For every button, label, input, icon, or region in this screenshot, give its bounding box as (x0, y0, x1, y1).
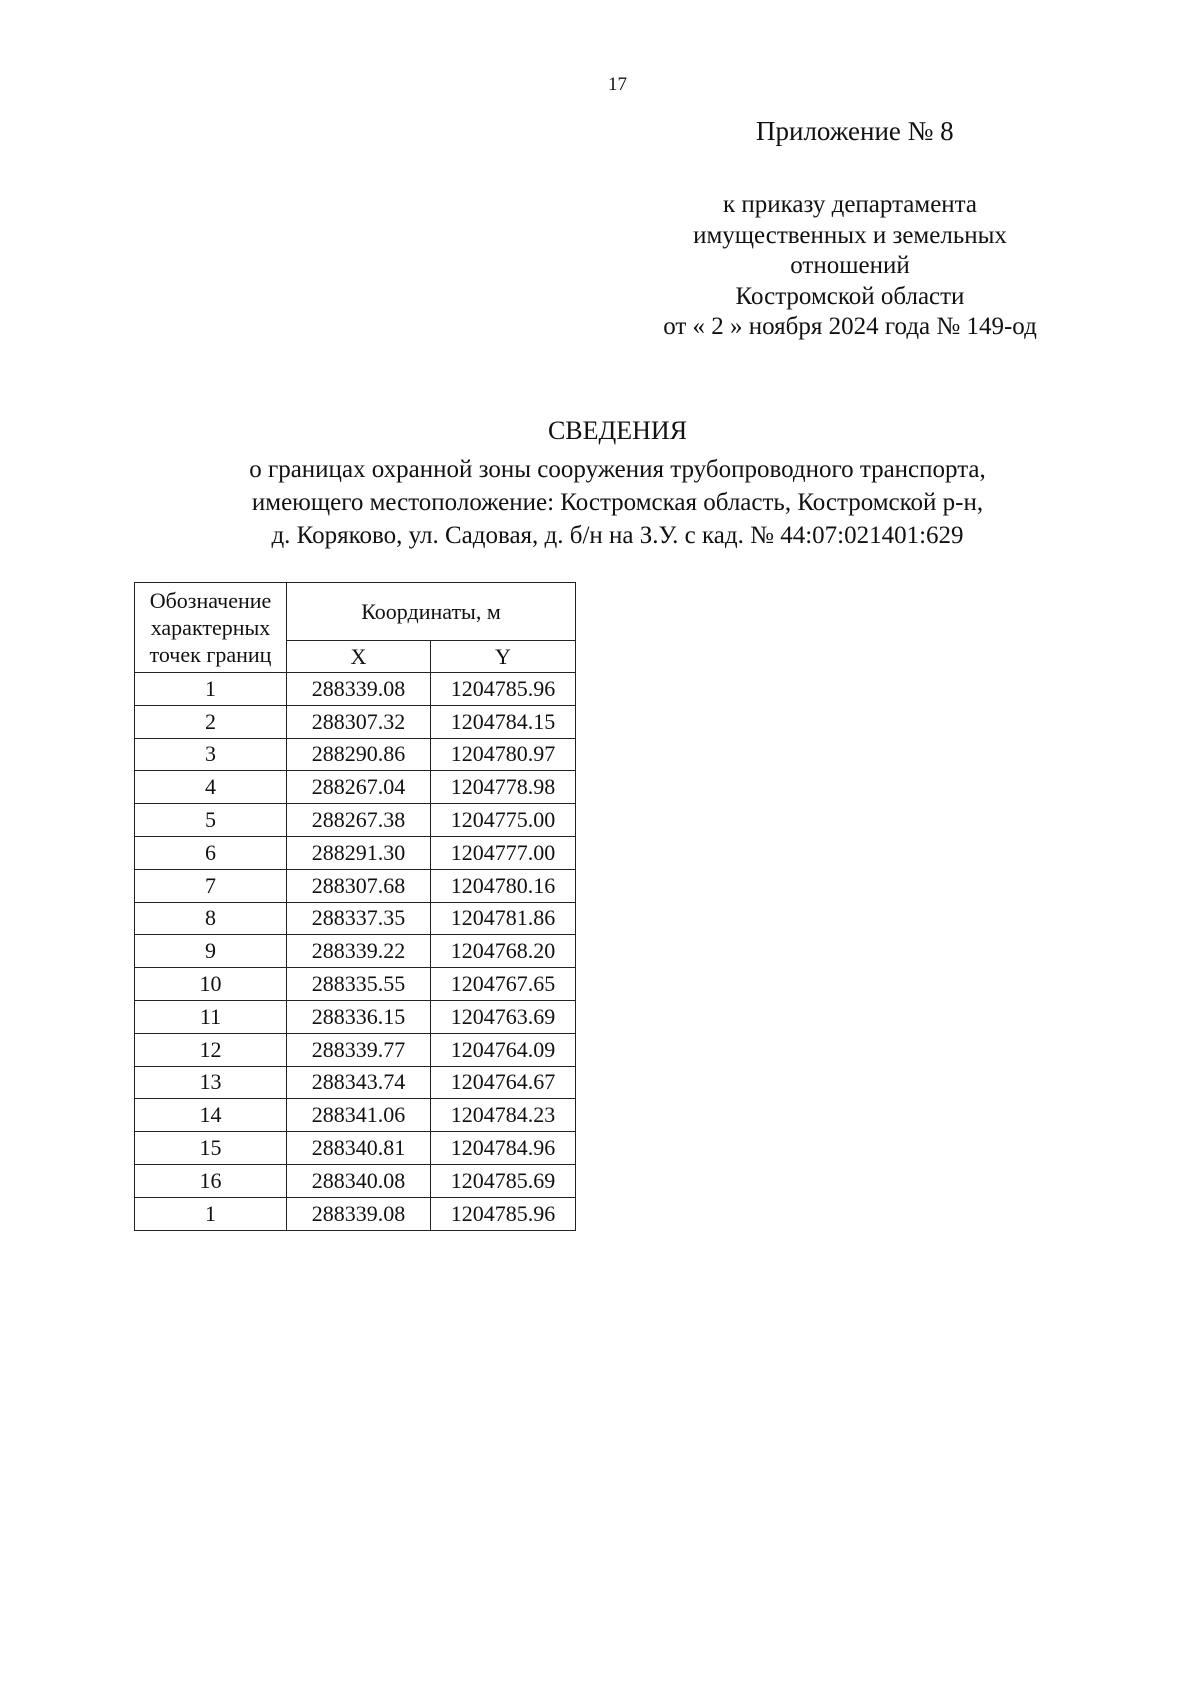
point-cell: 1 (135, 673, 287, 706)
x-cell: 288336.15 (287, 1000, 431, 1033)
order-reference (620, 190, 1080, 343)
y-cell: 1204784.96 (431, 1132, 576, 1165)
order-line: имущественных и земельных (693, 221, 1007, 249)
order-line: от « 2 » ноября 2024 года № 149-од (663, 313, 1037, 340)
x-cell: 288335.55 (287, 968, 431, 1001)
point-cell: 10 (135, 968, 287, 1001)
y-cell: 1204784.23 (431, 1099, 576, 1132)
x-cell: 288340.81 (287, 1132, 431, 1165)
table-row (135, 1197, 576, 1230)
coordinates-table (134, 582, 576, 1231)
point-cell: 9 (135, 935, 287, 968)
table-row (135, 1164, 576, 1197)
x-cell: 288267.38 (287, 804, 431, 837)
y-cell: 1204767.65 (431, 968, 576, 1001)
table-row (135, 1099, 576, 1132)
x-cell: 288267.04 (287, 771, 431, 804)
subheading-line: о границах охранной зоны сооружения трубопроводного транспорта, (249, 456, 986, 483)
table-row (135, 1000, 576, 1033)
order-line: отношений (790, 252, 910, 279)
document-heading: СВЕДЕНИЯ (547, 416, 688, 445)
header-y: Y (431, 641, 576, 673)
header-point-line: точек границ (149, 642, 272, 667)
subheading-line: д. Коряково, ул. Садовая, д. б/н на З.У. с кад. № 44:07:021401:629 (271, 522, 964, 549)
x-cell: 288339.08 (287, 673, 431, 706)
point-cell: 3 (135, 738, 287, 771)
table-row (135, 1066, 576, 1099)
table-row (135, 771, 576, 804)
order-line: к приказу департамента (722, 191, 978, 218)
x-cell: 288337.35 (287, 902, 431, 935)
document-subheading (0, 453, 1200, 552)
point-cell: 14 (135, 1099, 287, 1132)
x-cell: 288307.32 (287, 705, 431, 738)
point-cell: 16 (135, 1164, 287, 1197)
page-number: 17 (608, 74, 627, 95)
table-row (135, 935, 576, 968)
point-cell: 6 (135, 836, 287, 869)
table-row (135, 804, 576, 837)
point-cell: 2 (135, 705, 287, 738)
point-cell: 13 (135, 1066, 287, 1099)
y-cell: 1204777.00 (431, 836, 576, 869)
x-cell: 288339.77 (287, 1033, 431, 1066)
y-cell: 1204785.69 (431, 1164, 576, 1197)
point-cell: 15 (135, 1132, 287, 1165)
x-cell: 288339.22 (287, 935, 431, 968)
table-row (135, 968, 576, 1001)
table-row (135, 738, 576, 771)
header-point-line: Обозначение (149, 588, 272, 613)
y-cell: 1204768.20 (431, 935, 576, 968)
table-row (135, 1033, 576, 1066)
y-cell: 1204764.67 (431, 1066, 576, 1099)
table-row (135, 673, 576, 706)
table-row (135, 705, 576, 738)
y-cell: 1204775.00 (431, 804, 576, 837)
point-cell: 7 (135, 869, 287, 902)
x-cell: 288343.74 (287, 1066, 431, 1099)
coordinates-table-body (135, 673, 576, 1231)
y-cell: 1204781.86 (431, 902, 576, 935)
y-cell: 1204780.97 (431, 738, 576, 771)
header-point-designation (135, 583, 287, 673)
point-cell: 8 (135, 902, 287, 935)
subheading-line: имеющего местоположение: Костромская область, Костромской р-н, (251, 489, 984, 516)
y-cell: 1204784.15 (431, 705, 576, 738)
x-cell: 288307.68 (287, 869, 431, 902)
header-coordinates: Координаты, м (287, 583, 576, 641)
x-cell: 288339.08 (287, 1197, 431, 1230)
appendix-title: Приложение № 8 (756, 116, 954, 146)
header-point-line: характерных (150, 615, 271, 640)
x-cell: 288290.86 (287, 738, 431, 771)
table-row (135, 836, 576, 869)
table-row (135, 902, 576, 935)
x-cell: 288291.30 (287, 836, 431, 869)
table-row (135, 869, 576, 902)
y-cell: 1204785.96 (431, 1197, 576, 1230)
point-cell: 12 (135, 1033, 287, 1066)
table-row (135, 1132, 576, 1165)
x-cell: 288340.08 (287, 1164, 431, 1197)
y-cell: 1204763.69 (431, 1000, 576, 1033)
point-cell: 11 (135, 1000, 287, 1033)
point-cell: 4 (135, 771, 287, 804)
point-cell: 5 (135, 804, 287, 837)
x-cell: 288341.06 (287, 1099, 431, 1132)
y-cell: 1204778.98 (431, 771, 576, 804)
point-cell: 1 (135, 1197, 287, 1230)
y-cell: 1204764.09 (431, 1033, 576, 1066)
y-cell: 1204780.16 (431, 869, 576, 902)
y-cell: 1204785.96 (431, 673, 576, 706)
header-x: X (287, 641, 431, 673)
order-line: Костромской области (735, 282, 965, 310)
